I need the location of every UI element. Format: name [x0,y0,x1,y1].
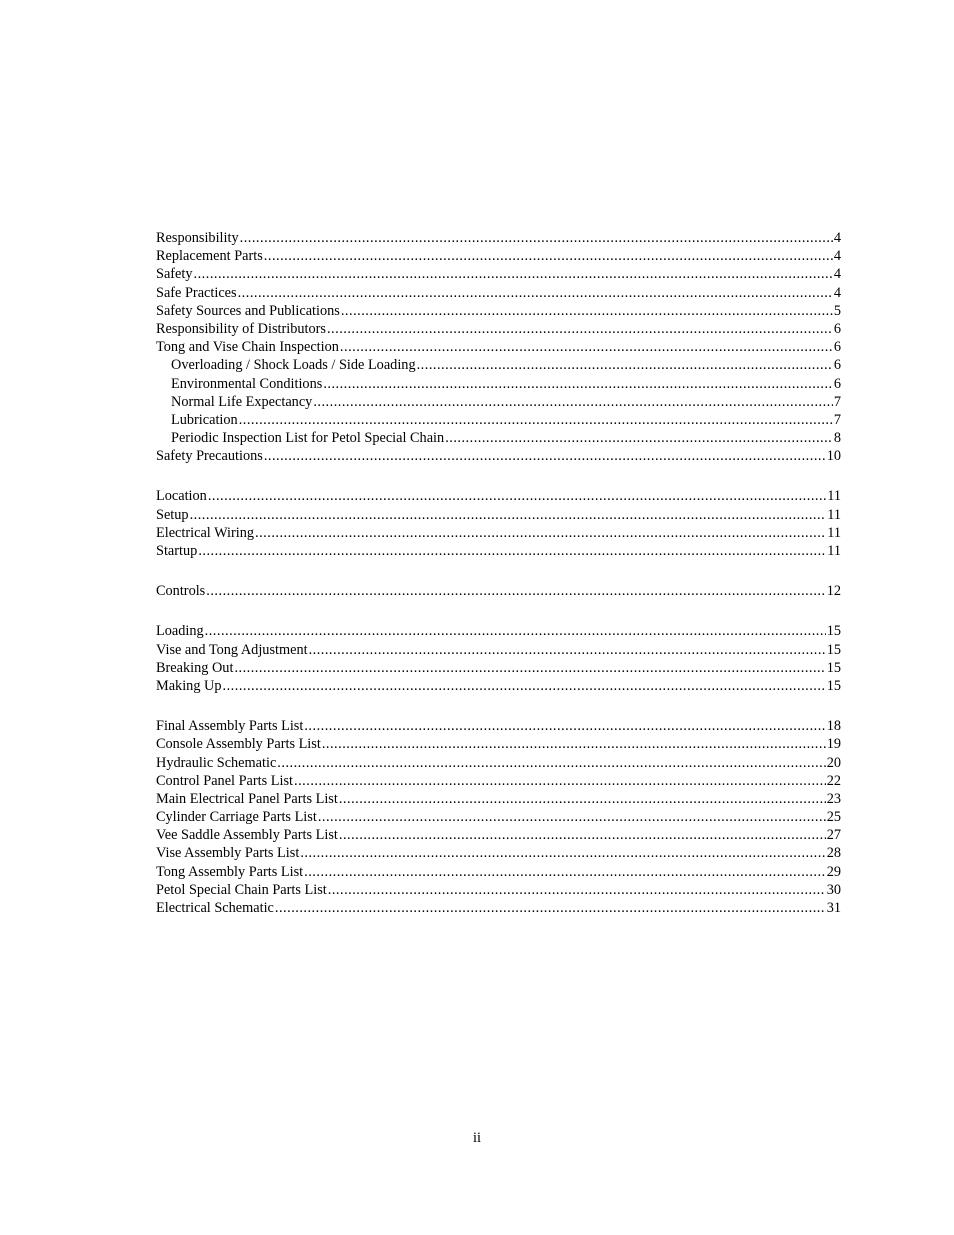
toc-entry-page-number: 7 [833,411,841,428]
toc-entry-page-number: 12 [826,583,841,600]
toc-entry-page-number: 6 [833,320,841,337]
toc-entry-title: Vise and Tong Adjustment [156,641,308,658]
toc-entry-page-number: 6 [833,357,841,374]
toc-group [156,717,841,917]
toc-entry-title: Vise Assembly Parts List [156,845,300,862]
toc-entry-title: Making Up [156,677,222,694]
toc-entry-page-number: 30 [826,881,841,898]
toc-entry-title: Loading [156,623,204,640]
dot-leader [340,338,833,356]
toc-entry-title: Environmental Conditions [171,375,323,392]
toc-group [156,582,841,600]
toc-entry[interactable] [156,393,841,411]
toc-entry-page-number: 4 [833,230,841,246]
toc-entry[interactable] [156,622,841,640]
toc-entry[interactable] [156,717,841,735]
toc-entry-page-number: 27 [826,827,841,844]
toc-entry[interactable] [156,641,841,659]
dot-leader [322,735,826,753]
dot-leader [275,899,826,917]
toc-entry-page-number: 10 [826,448,841,465]
dot-leader [339,790,826,808]
toc-entry-title: Lubrication [171,411,238,428]
toc-entry-page-number: 15 [826,623,841,640]
toc-entry[interactable] [156,356,841,374]
table-of-contents [156,229,841,917]
toc-entry[interactable] [156,229,841,247]
dot-leader [277,754,825,772]
dot-leader [300,844,825,862]
toc-entry-page-number: 19 [826,736,841,753]
toc-entry-page-number: 4 [833,266,841,283]
dot-leader [304,717,825,735]
dot-leader [264,447,826,465]
toc-entry-title: Tong and Vise Chain Inspection [156,339,339,356]
page-number: ii [473,1130,481,1146]
toc-entry[interactable] [156,265,841,283]
toc-entry-title: Vee Saddle Assembly Parts List [156,827,338,844]
toc-entry-page-number: 4 [833,248,841,265]
toc-entry[interactable] [156,754,841,772]
dot-leader [205,622,826,640]
toc-entry-page-number: 11 [827,543,841,559]
toc-entry-title: Responsibility of Distributors [156,320,326,337]
toc-entry-title: Overloading / Shock Loads / Side Loading [171,357,416,374]
toc-entry[interactable] [156,320,841,338]
toc-entry-title: Safety Sources and Publications [156,302,340,319]
toc-entry[interactable] [156,429,841,447]
toc-entry-title: Replacement Parts [156,248,263,265]
toc-entry-title: Safety Precautions [156,448,263,465]
toc-group [156,622,841,695]
toc-entry-page-number: 4 [833,284,841,301]
toc-entry[interactable] [156,790,841,808]
toc-entry[interactable] [156,881,841,899]
dot-leader [309,641,826,659]
toc-entry-title: Safety [156,266,193,283]
dot-leader [313,393,833,411]
dot-leader [190,506,827,524]
toc-entry-title: Breaking Out [156,659,234,676]
toc-entry-title: Main Electrical Panel Parts List [156,790,338,807]
toc-entry-title: Controls [156,583,206,600]
toc-entry-page-number: 11 [827,488,841,505]
toc-entry-title: Setup [156,506,189,523]
toc-entry-page-number: 5 [833,302,841,319]
toc-entry[interactable] [156,659,841,677]
dot-leader [323,375,833,393]
dot-leader [223,677,826,695]
toc-entry-page-number: 15 [826,659,841,676]
toc-entry[interactable] [156,302,841,320]
toc-group [156,229,841,465]
toc-entry[interactable] [156,863,841,881]
toc-entry[interactable] [156,411,841,429]
toc-entry-title: Control Panel Parts List [156,772,294,789]
toc-entry-page-number: 15 [826,677,841,694]
toc-entry-title: Safe Practices [156,284,237,301]
toc-entry-page-number: 29 [826,863,841,880]
toc-entry-page-number: 8 [833,430,841,447]
toc-entry[interactable] [156,772,841,790]
toc-entry-title: Location [156,488,207,505]
toc-entry[interactable] [156,826,841,844]
toc-entry-title: Responsibility [156,230,239,246]
toc-entry-title: Hydraulic Schematic [156,754,277,771]
dot-leader [328,881,826,899]
toc-entry[interactable] [156,524,841,542]
toc-entry-page-number: 28 [826,845,841,862]
toc-entry-title: Electrical Wiring [156,524,255,541]
toc-entry[interactable] [156,506,841,524]
dot-leader [206,582,825,600]
dot-leader [239,411,833,429]
dot-leader [194,265,833,283]
dot-leader [294,772,826,790]
toc-entry-title: Final Assembly Parts List [156,718,304,735]
dot-leader [304,863,826,881]
toc-entry-title: Petol Special Chain Parts List [156,881,327,898]
toc-entry-page-number: 20 [826,754,841,771]
toc-entry-title: Tong Assembly Parts List [156,863,304,880]
toc-entry[interactable] [156,677,841,695]
dot-leader [318,808,826,826]
dot-leader [327,320,833,338]
toc-entry[interactable] [156,338,841,356]
toc-entry-page-number: 11 [827,506,841,523]
toc-entry-page-number: 7 [833,393,841,410]
toc-entry-page-number: 25 [826,809,841,826]
toc-entry[interactable] [156,735,841,753]
dot-leader [208,487,826,505]
toc-entry[interactable] [156,447,841,465]
toc-entry-title: Normal Life Expectancy [171,393,313,410]
toc-entry-page-number: 11 [827,524,841,541]
toc-entry[interactable] [156,899,841,917]
toc-entry-title: Electrical Schematic [156,900,274,916]
toc-entry-page-number: 22 [826,772,841,789]
toc-group [156,487,841,560]
toc-entry-title: Console Assembly Parts List [156,736,321,753]
toc-entry-page-number: 31 [826,900,841,916]
toc-entry[interactable] [156,844,841,862]
dot-leader [234,659,825,677]
dot-leader [339,826,826,844]
toc-entry[interactable] [156,247,841,265]
toc-entry[interactable] [156,487,841,505]
toc-entry-page-number: 23 [826,790,841,807]
toc-entry[interactable] [156,808,841,826]
dot-leader [264,247,833,265]
dot-leader [198,542,826,560]
dot-leader [238,284,833,302]
toc-entry[interactable] [156,542,841,560]
dot-leader [255,524,826,542]
toc-entry[interactable] [156,375,841,393]
toc-entry-title: Cylinder Carriage Parts List [156,809,317,826]
toc-entry-page-number: 6 [833,375,841,392]
dot-leader [240,229,833,247]
dot-leader [341,302,833,320]
toc-entry-title: Periodic Inspection List for Petol Special Chain [171,430,445,447]
dot-leader [445,429,833,447]
dot-leader [417,356,833,374]
toc-entry-title: Startup [156,543,198,559]
toc-entry-page-number: 18 [826,718,841,735]
toc-entry-page-number: 6 [833,339,841,356]
toc-entry-page-number: 15 [826,641,841,658]
toc-entry[interactable] [156,284,841,302]
toc-entry[interactable] [156,582,841,600]
